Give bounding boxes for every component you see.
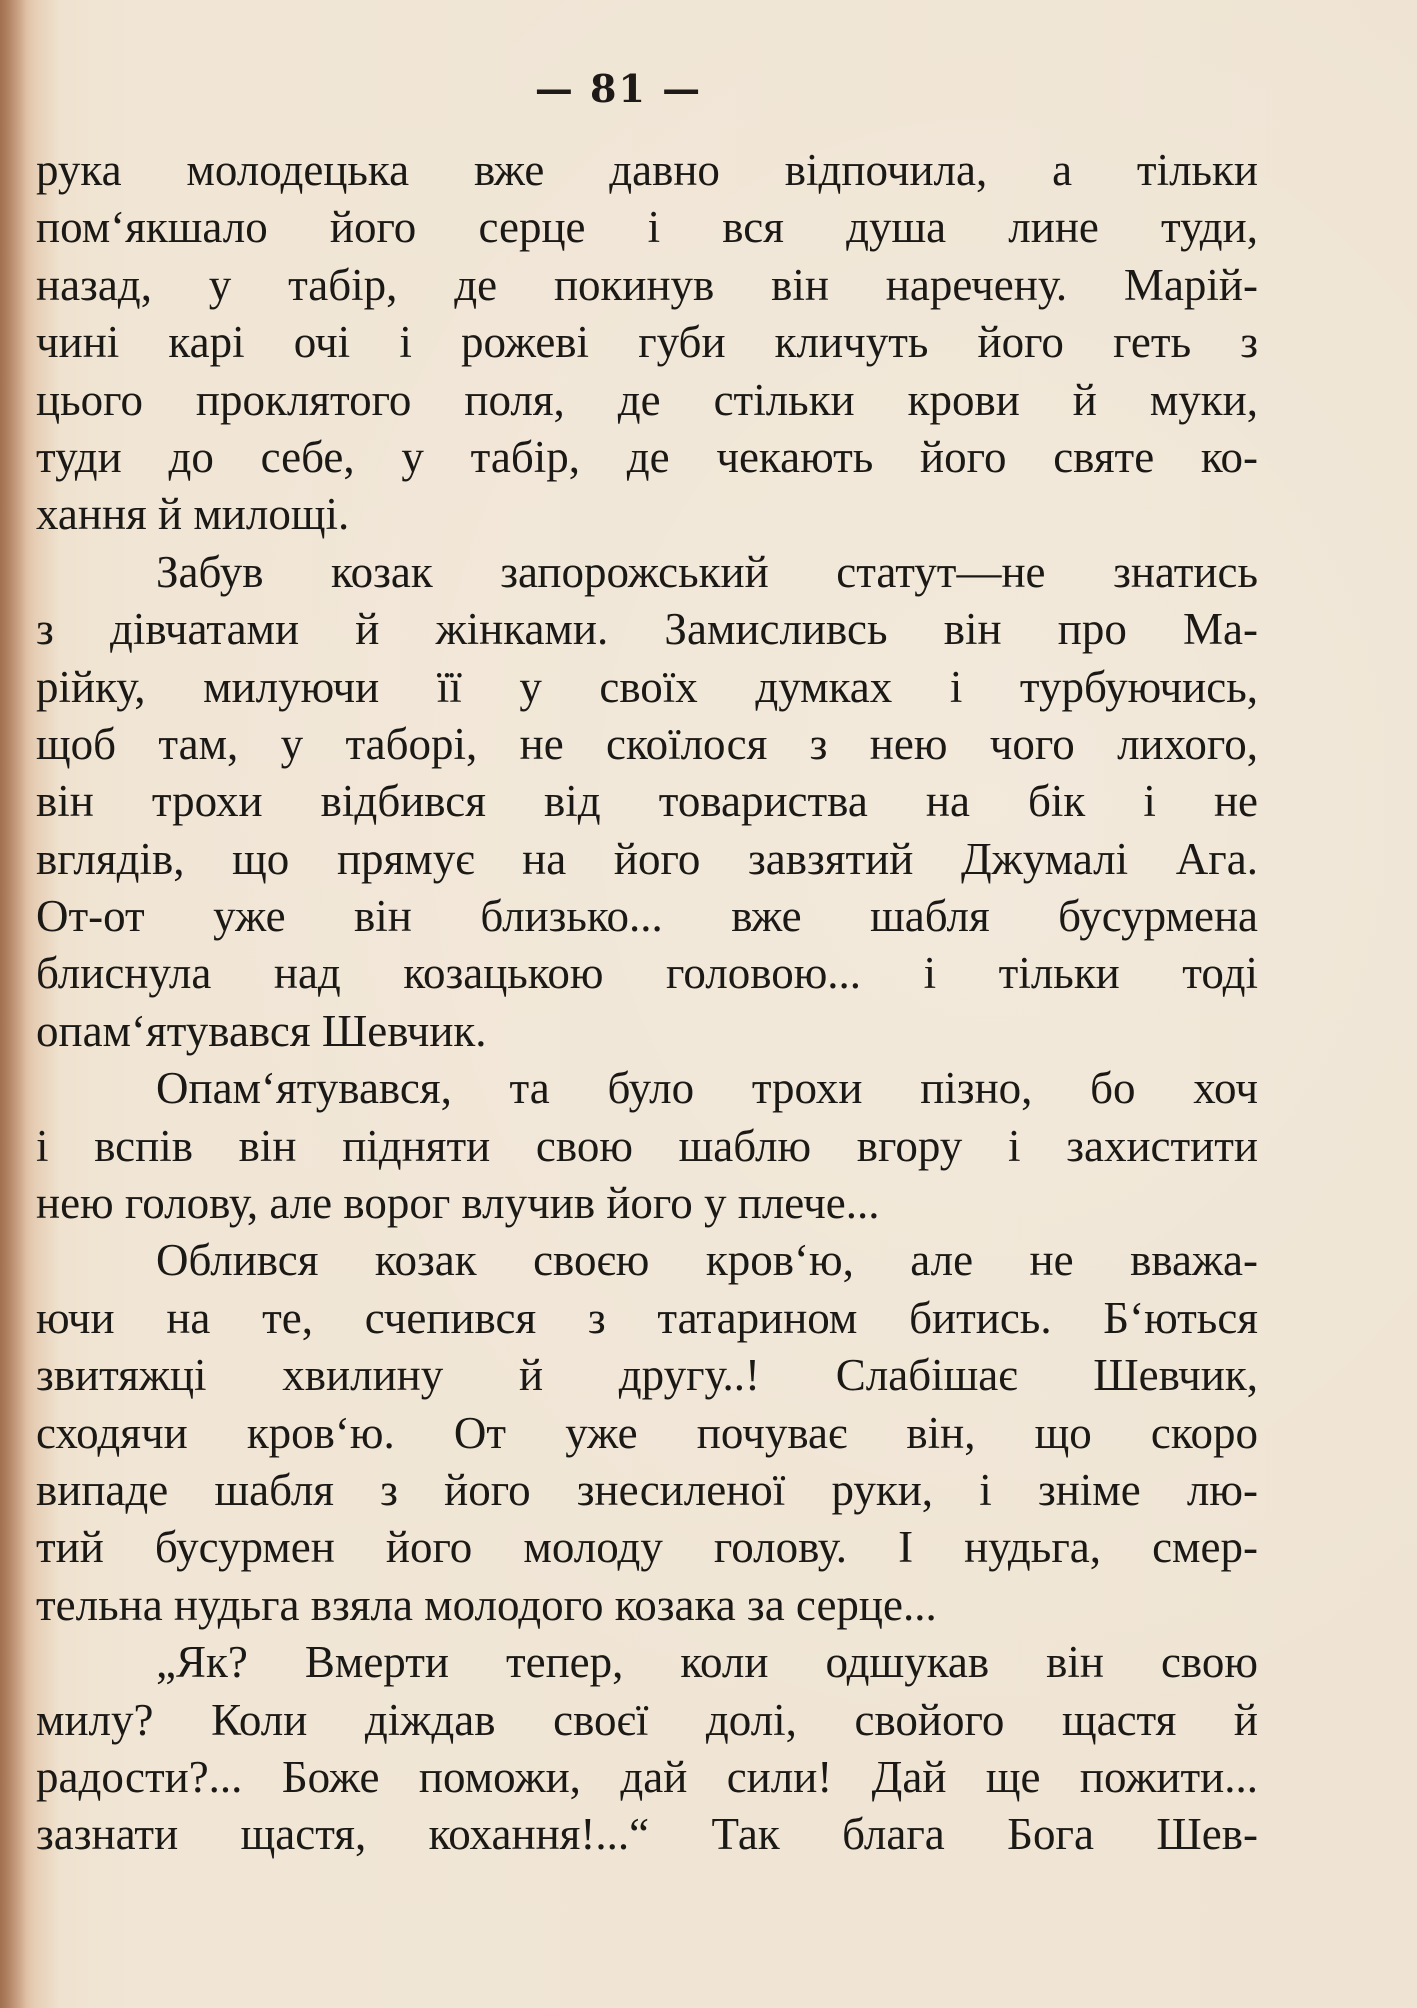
text-line: щоб там, у таборі, не скоїлося з нею чого лихого, (36, 718, 1258, 769)
text-line: рука молодецька вже давно відпочила, а тільки (36, 145, 1258, 195)
text-line: Облився козак своєю кров‘ю, але не вважа- (156, 1235, 1258, 1286)
text-line: блиснула над козацькою головою... і тільки тоді (36, 948, 1258, 999)
page-number: — 81 — (534, 66, 703, 111)
text-line: з дівчатами й жінками. Замисливсь він про Ма- (36, 604, 1258, 655)
text-line: назад, у табір, де покинув він наречену. Марій- (36, 259, 1258, 310)
text-line: сходячи кров‘ю. От уже почуває він, що скоро (36, 1407, 1258, 1458)
text-line: опам‘ятувався Шевчик. (36, 1005, 487, 1056)
text-line: вглядів, що прямує на його завзятий Джумалі Ага. (36, 833, 1258, 884)
text-line: ючи на те, счепився з татарином битись. Б‘ються (36, 1292, 1258, 1343)
text-line: нею голову, але ворог влучив його у плече... (36, 1178, 880, 1229)
text-line: тельна нудьга взяла молодого козака за серце... (36, 1579, 937, 1630)
text-line: тий бусурмен його молоду голову. І нудьга, смер- (36, 1522, 1258, 1573)
text-line: От-от уже він близько... вже шабля бусурмена (36, 891, 1258, 942)
text-line: звитяжці хвилину й другу..! Слабішає Шевчик, (36, 1350, 1258, 1401)
text-line: милу? Коли діждав своєї долі, свойого щастя й (36, 1694, 1258, 1745)
body-text (36, 142, 1258, 1864)
text-line: і вспів він підняти свою шаблю вгору і захистити (36, 1120, 1258, 1171)
text-line: він трохи відбився від товариства на бік і не (36, 776, 1258, 827)
text-line: радости?... Боже поможи, дай сили! Дай ще пожити... (36, 1751, 1258, 1802)
text-line: Забув козак запорожський статут—не знатись (156, 546, 1258, 597)
text-line: зазнати щастя, кохання!...“ Так блага Бога Шев- (36, 1809, 1258, 1860)
text-line: „Як? Вмерти тепер, коли одшукав він свою (156, 1637, 1258, 1688)
text-line: чині карі очі і рожеві губи кличуть його геть з (36, 317, 1258, 368)
text-line: хання й милощі. (36, 489, 350, 540)
text-line: випаде шабля з його знесиленої руки, і зніме лю- (36, 1464, 1258, 1515)
text-line: туди до себе, у табір, де чекають його святе ко- (36, 431, 1258, 482)
text-line: пом‘якшало його серце і вся душа лине туди, (36, 202, 1258, 253)
text-line: рійку, милуючи її у своїх думках і турбуючись, (36, 661, 1258, 712)
text-line: цього проклятого поля, де стільки крови й муки, (36, 374, 1258, 425)
text-line: Опам‘ятувався, та було трохи пізно, бо хоч (156, 1063, 1258, 1114)
spine-shadow (0, 0, 26, 2008)
